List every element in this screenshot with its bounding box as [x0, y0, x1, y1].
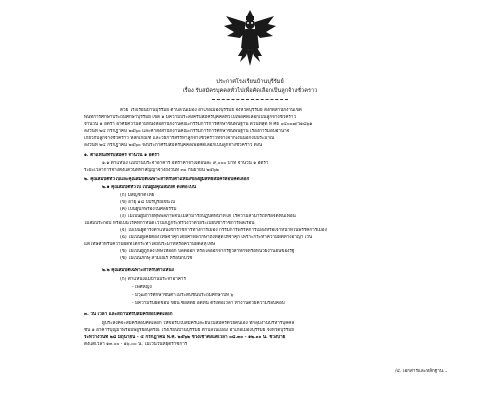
list-item: แต่โทษสำหรับความผิดที่ได้กระทำโดยประมาทหรือความผิดลหุโทษ: [84, 242, 216, 247]
intro-line: พื้นที่การศึกษาประถมศึกษาบุรีรัมย์ เขต ๑ มีความประสงค์รับสมัครบุคคลทั่วไปเพื่อคัดเลือกเป็นลูกจ้างชั่วคราว: [84, 115, 297, 120]
list-item: - มีวุฒิการศึกษาขั้นต่ำไม่ระดับชั้นประถมศึกษาปีที่ ๖: [132, 293, 234, 298]
title-divider: [212, 99, 288, 100]
section-line: ผู้ประสงค์จะสมัครสอบคัดเลือก ให้ขอรับใบสมัครและยื่นใบสมัครด้วยตนเอง ที่กลุ่มงานบริหารบุคคล: [102, 321, 295, 326]
list-item: (ข) อายุ ๑๘ ปีบริบูรณ์ขึ้นไป: [120, 200, 176, 205]
section-line: ระหว่างวันที่ ๒๘ มิถุนายน - ๔ กรกฎาคม พ.ศ. ๒๕๖๒ ช่วงเช้าตั้งแต่เวลา ๐๘.๓๐ - ๑๒.๐๐ น. ช่วงบ่าย: [84, 335, 286, 340]
list-item: (จ) ไม่เป็นผู้ดำรงตำแหน่งข้าราชการทางการเมือง กรรมการพรรคการเมืองหรือเจ้าหน้าที่ในพรรคการเมือง: [120, 228, 327, 233]
subsection-heading: ๒.๒ คุณสมบัติเฉพาะสำหรับตำแหน่ง: [102, 268, 174, 273]
section-line: ชั้น ๑ อาคารบุญมาพร้อมพยูรย์อนุสรณ์ โรงเรียนบ้านบุรีรัมย์ ตำบลในเมือง อำเภอเมืองบุรีรัมย์ จังหวัดบุรีรัมย์: [84, 328, 294, 333]
intro-line: เกี่ยวกับลูกจ้างชั่วคราว หลักเกณฑ์ และวิธีการสรรหาลูกจ้างชั่วคราวที่จ้างจากเงินนอกงบประมาณ: [84, 136, 275, 141]
list-item: ไม่สมประกอบ หรือเป็นโรคที่กำหนดไว้ในกฎกระทรวงว่าด้วยระเบียบข้าราชการพลเรือน: [84, 221, 255, 226]
intro-line: ลงวันที่ ๒๔ กรกฎาคม ๒๕๖๐ จึงประกาศรับสมัครบุคคลเพื่อคัดเลือกเป็นลูกจ้างชั่วคราว ดังนี้: [84, 143, 263, 148]
list-item: (ช) ไม่เป็นผู้ถูกลงโทษให้ออก ปลดออก หรือไล่ออกจากรัฐวิสาหกิจหรือหน่วยงานอื่นของรัฐ: [120, 249, 295, 254]
list-item: (ก) ตำแหน่งแม่บ้านประจำอาคาร: [120, 277, 186, 282]
section-line: ตั้งแต่เวลา ๑๓.๐๐ - ๑๖.๐๐ น. ไม่เว้นวันหยุดราชการ: [84, 342, 188, 347]
section-line: ระยะเวลาการจ้างตั้งแต่วันที่ทำสัญญาจ้างถึงวันที่ ๓๐ กันยายน ๒๕๖๒: [84, 168, 219, 173]
section-heading: ๒. คุณสมบัติทั่วไปและคุณสมบัติเฉพาะสำหรับตำแหน่งของผู้มีสิทธิสมัครสอบคัดเลือก: [84, 177, 250, 182]
list-item: (ก) มีสัญชาติไทย: [120, 193, 155, 198]
list-item: (ซ) ไม่เป็นภิกษุ สามเณร หรือนักบวช: [120, 256, 193, 261]
announcement-title: ประกาศโรงเรียนบ้านบุรีรัมย์: [216, 79, 284, 85]
intro-line: จำนวน ๑ อัตรา อาศัยความตามหนังสือสำนักงานคณะกรรมการการศึกษาขั้นพื้นฐาน ด่วนที่สุด ที่ ศธ ๐๔๐๐๗/ว๑๘๖๑: [84, 122, 313, 127]
subsection-heading: ๒.๑ คุณสมบัติทั่วไป เป็นผู้มีคุณสมบัติ ดังต่อไปนี้: [102, 185, 196, 190]
garuda-emblem-icon: [224, 10, 276, 68]
list-item: - มีความรับผิดชอบ ขยัน ซื่อสัตย์ อดทน ตรงต่อเวลา ทำงานด้วยความรอบคอบ: [132, 301, 285, 306]
list-item: (ค) เป็นผู้บกพร่องในศีลธรรม: [120, 207, 177, 212]
section-line: ๑.๑ ตำแหน่ง แม่บ้านประจำอาคาร อัตราค่าจ้างเดือนละ ๙,๐๐๐ บาท จำนวน ๑ อัตรา: [102, 161, 269, 166]
announcement-subject: เรื่อง รับสมัครบุคคลทั่วไปเพื่อคัดเลือกเป็นลูกจ้างชั่วคราว: [182, 88, 318, 94]
list-item: (ฉ) ไม่เป็นผู้เคยต้องโทษจำคุกโดยคำพิพากษาถึงที่สุดให้จำคุก เพราะกระทำความผิดทางอาญา เว้น: [120, 235, 313, 240]
list-item: (ง) ไม่เป็นผู้มีกายทุพพลภาพจนไม่สามารถปฏิบัติหน้าที่ได้ ไร้ความสามารถหรือจิตฟั่นเฟือน: [120, 214, 296, 219]
intro-line: ลงวันที่ ๒๔ กรกฎาคม ๒๕๖๐ และคำสั่งสำนักงานคณะกรรมการการศึกษาขั้นพื้นฐาน เรื่องการมอบอำนาจ: [84, 129, 290, 134]
continued-marker: /๔. เอกสารและหลักฐาน...: [395, 369, 448, 374]
section-heading: ๑. ตำแหน่งที่รับสมัคร จำนวน ๑ อัตรา: [84, 153, 160, 158]
section-heading: ๓. วัน เวลา และสถานที่รับสมัครสอบคัดเลือก: [84, 312, 173, 317]
list-item: - เพศหญิง: [132, 285, 152, 290]
intro-line: ด้วย โรงเรียนบ้านบุรีรัมย์ ตำบลในเมือง อำเภอเมืองบุรีรัมย์ จังหวัดบุรีรัมย์ สังกัดสำนักงานเขต: [120, 108, 302, 113]
